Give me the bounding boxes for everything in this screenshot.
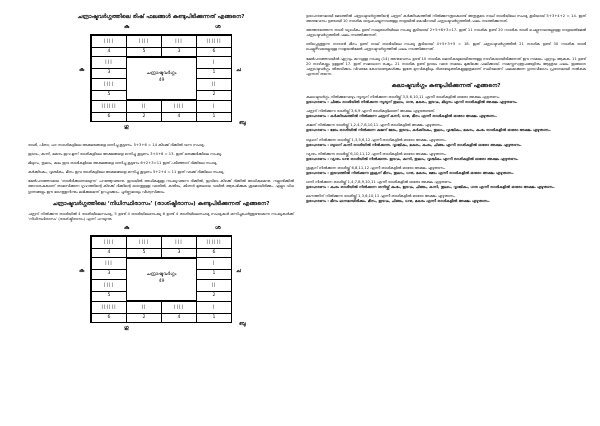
entry xyxy=(306,138,586,148)
chart-cell: | 1 xyxy=(196,257,232,280)
chart-cell: |||| 4 xyxy=(161,301,197,323)
chart-cell: |||| 5 xyxy=(91,279,127,302)
chart-center-title: ചന്ദ്രാഷ്ടവർഗ്ഗം xyxy=(146,71,177,76)
entry xyxy=(306,95,586,105)
chart-grid xyxy=(90,235,232,323)
heading-rashi-phalam: ചന്ദ്രാഷ്ടവർഗ്ഗത്തിലെ രിഷ് ഫലങ്ങൾ കണ്ടുപിടിക്കുന്നത് എങ്ങനെ? xyxy=(77,14,245,20)
entry-title: ശനി നിൽക്കുന്ന രാശിയ്ക്ക് 1,4,7,8,9,10,11 എന്നീ രാശികളിൽ ഓരോ അക്ഷം എഴുതണം. xyxy=(306,180,453,185)
chart-center xyxy=(126,57,197,100)
entry-title: വ്യാഴം നിൽക്കുന്ന രാശിയ്ക്ക് 6,10,11,12 എന്നീ രാശികളിൽ ഓരോ അക്ഷം എഴുതണം. xyxy=(306,151,447,156)
chart-cell: ||| 3 xyxy=(161,35,197,57)
chart-center-value: 49 xyxy=(158,278,165,284)
chart-center-value: 49 xyxy=(158,78,165,83)
chart-dir-southeast: ബു xyxy=(239,120,246,126)
paragraph: ചന്ദ്രന് നിൽക്കുന്ന രാശിയിൽ 4 രാശിയിലെസംഖ്യ, 5 ഉണ്ട് 4 രാശിയിലെസംഖ്യ 6 ഉണ്ട് 4 രാശിയിലെസംഖ്യ സംഖ്യകൾ ഒന്നിച്ചുചേർത്തുണ്ടാകുന്ന സംഖ്യകൾക്ക് ‘നിധിസ്ഥിരാസം’ (രാശ്ഷ്മിരാസം) എന്ന് പറയുന്നു. xyxy=(28,211,294,221)
paragraph: രാശി, പിതാ, പദ സാശികളിലെ അക്ഷരങ്ങളെ ഒന്നിച്ചു കൂട്ടണം. 5+3+6 = 14 കിടക്ക് ദിക്കിൽ വന്ന സംഖ്യ. xyxy=(28,143,205,147)
chart-cell: |||| 5 xyxy=(126,35,162,57)
chart-cell: |||||| 6 xyxy=(91,301,127,323)
entry-title: ചന്ദ്രന് നിൽക്കുന്ന രാശിയ്ക്ക് 3,6,9 എന്നീ രാശികളിലാണ് അക്ഷം എഴുതേണ്ടത്. xyxy=(306,109,436,114)
chart-cell: | 1 xyxy=(196,301,232,323)
paragraph: മേൽപറഞ്ഞവയെ ‘രാശിദിക്കാണമയുന്ന’ പറഞ്ഞുവരുന്നു. ഇവയിൽ അധികമുള്ള സംഖ്യവരുന്ന ദിക്കിൽ, ഇവിടെ കിഴക്ക് ദിക്കിൽ അധികമെന്നു. നല്ലാദിക്കിൽ അനാരംഭകാണ് താമസിക്കുന്ന ഗൃഹത്തിന്റെ കിഴക്ക് ദിക്കിന്റെ ഭാഗത്തുള്ള വാതിൽ, കുതിരം, കിണർ മുതലായ വയിൽ ആരംഭിക്കുക ശുഭമായിരിക്കും. എല്ലാ വിധ ഗുണങ്ങളും ഈ ഭാഗത്തുനിന്നും ലഭിക്കുമെന്ന് ഉറപ്പാക്കാം. പൂർണ്ണമായും വിശ്വസിക്കാം. xyxy=(28,179,294,194)
entry xyxy=(306,166,586,176)
entry xyxy=(306,152,586,162)
chart-cell: |||||| 6 xyxy=(91,100,127,122)
chart-cell: ||| 3 xyxy=(91,257,127,280)
chart-center-title: ചന്ദ്രാഷ്ടവർഗ്ഗം xyxy=(146,271,177,277)
entry xyxy=(306,123,586,133)
chart-dir-east: ക xyxy=(79,267,85,274)
entry-title: ശുക്രന് നിൽക്കുന്ന രാശിയ്ക്ക് 6,8,11,12 എന്നീ രാശികളിൽ ഓരോ അക്ഷം എഴുതണം. xyxy=(306,165,446,170)
entry-example: ഉദാഹരണം : മേടം രാശിയിൽ നിൽക്കുന്ന കുജന് മേടം, ഇടവം, കർക്കിടകം, തുലാം, വൃശ്ചികം, മകരം, കുംഭം രാശികളിൽ ഓരോ അക്ഷം എഴുതണം. xyxy=(306,128,551,133)
chart-cell: ||| 3 xyxy=(91,56,127,79)
chart-dir-northeast: ശ xyxy=(215,224,221,231)
entry-title: ലഗ്നത്തിന് നിൽക്കുന്ന രാശിയ്ക്ക് 1,3,6,10,11 എന്നീ രാശികളിൽ ഓരോ അക്ഷം എഴുതണം. xyxy=(306,194,456,199)
entry xyxy=(306,180,586,190)
entry-example: ഉദാഹരണം : ബുധന് കന്നി രാശിയിൽ നിൽക്കുന്നു. വൃശ്ചികം, മകരം, കുംഭം, ചിങ്ങം എന്നീ രാശികളിൽ ഓരോ അക്ഷം എഴുതണം. xyxy=(306,142,522,147)
chart-cell: || 2 xyxy=(126,301,162,323)
chart-dir-west: ച xyxy=(236,267,241,274)
chart-cell: |||| 5 xyxy=(91,78,127,101)
chart-cell: || 2 xyxy=(126,100,162,122)
right-column xyxy=(306,14,586,208)
chart-cell: ||| 3 xyxy=(161,236,197,258)
entry-title: ബുധന് നിൽക്കുന്ന രാശിയ്ക്ക് 1,3,5,6,12 എന്നീ രാശികളിൽ ഓരോ അക്ഷം എഴുതണം. xyxy=(306,137,447,142)
chart-cell: | 1 xyxy=(196,56,232,79)
paragraph: ഒഴിപ്പ്പ്പെടുത്തുന്ന നാരാൻ മീനം ഉണ്ട് നാല് രാശിയിലെ സംഖ്യ കൂടിയായ് 4+5+3+5 = 18. ഇത് ചന്ദ്രാഷ്ടവർഗ്ഗത്തിൽ 21 നാശിക ഉണ്ട് 30 നാശിക രാശി ചെല്ലുനവരെല്ലാള്ള നാളയൽമേൽ ചന്ദ്രാഷ്ടവർഗ്ഗത്തിൽ ഫലം നടത്തിക്കുന്നത്. xyxy=(306,42,586,52)
entry-title: കലാഷ്ടവർഗ്ഗം നിൽക്കുമ്പോഴും സൂര്യന് നിൽക്കുന്ന രാശിയ്ക്ക് 3,5,6,10,11 എന്നീ രാശികളിൽ ഓരോ അക്ഷം എഴുതണം. xyxy=(306,94,501,99)
heading-kalaashtavargam: കലാഷ്ടവർഗ്ഗം കണ്ടുപിടിക്കുന്നത് എങ്ങനെ? xyxy=(391,82,501,89)
ashtakavarga-chart-1 xyxy=(63,25,259,135)
paragraph: ഉദാഹരണമായി മേടത്തിൽ ചന്ദ്രാഷ്ടവർഗ്ഗത്തിന്റെ ചന്ദ്രന് കർക്കിടകത്തിൽ നിൽക്കുന്നതുകൊണ്ട് അതുകൂടെ നാല് രാശിയിലെ സംഖ്യ കൂടിയായ് 5+3+4+2 = 14. ഇത് അനുഭവസം ഉണ്ടായി 10 നാശിക ഓട്ടംചെയ്യുന്നവരുള്ള നാളയിൽ മെഷീനായി ചന്ദ്രാഷ്ടവർഗ്ഗത്തിൽ ഫലം നടത്തിക്കുന്നത്. xyxy=(306,14,586,24)
chart-cell: || 2 xyxy=(196,78,232,101)
chart-cell: |||| 4 xyxy=(91,35,127,57)
chart-cell: |||| 5 xyxy=(126,236,162,258)
ashtakavarga-chart-2 xyxy=(63,226,259,336)
entry-example: ഉദാഹരണം : വ്യാഴം ധനു രാശിയിൽ നിൽക്കുന്നു. ഇടവം, കന്നി, തുലാം, വൃശ്ചികം എന്നീ രാശികളിൽ ഓരോ അക്ഷം എഴുതണം. xyxy=(306,156,519,161)
chart-grid xyxy=(90,34,232,122)
paragraph: മിഥുനം, തുലാം, കുഭം ഇവ രാശികളിലെ അക്ഷങ്ങളെ ഒന്നിച്ചു കൂട്ടണം 6+2+3=11 ഇത് പടിഞ്ഞാറ് ദിക്കിലെ സംഖ്യ. xyxy=(28,161,218,166)
paragraph: ഇടവം, കന്നി, മകരം ഇവ മൂന്ന് രാശികളിലെ അക്ഷങ്ങളെ ഒന്നിച്ചു കൂട്ടണം 3+4+6 = 13. ഇത് തെക്കുദിക്കിലെ സംഖ്യ. xyxy=(28,152,223,157)
heading-nidhi-sthiraasam: ചന്ദ്രാഷ്ടവർഗ്ഗത്തിലെ ‘നിധിസ്ഥിരാസം’ (രാശ്ഷ്മിരാസം) കണ്ടുപിടിക്കുന്നത് എങ്ങനെ? xyxy=(52,200,270,207)
chart-dir-west: ച xyxy=(236,67,241,73)
entry-example: ഉദാഹരണം : കർക്കിടകത്തിൽ നിൽക്കുന്ന ചന്ദ്രന് കന്നി, ധനു, മീനം എന്നീ രാശികളിൽ ഓരോ അക്ഷം എഴുതണം. xyxy=(306,114,497,119)
chart-center xyxy=(126,258,197,301)
chart-dir-north: കു xyxy=(124,224,130,231)
chart-dir-north: കു xyxy=(124,24,130,30)
entry-example: ഉദാഹരണം : ചിങ്ങം രാശിയിൽ നിൽക്കുന്ന സൂര്യന് തുലാം, ധനു, മകരം, ഇടവം, മിഥുനം എന്നി രാശികളിൽ അക്ഷം എഴുതണം. xyxy=(306,100,518,105)
chart-cell: |||| 4 xyxy=(91,236,127,258)
paragraph: മേൽപറഞ്ഞവയിൽ ഏറ്റവും കുറവുള്ള സംഖ്യ (14) അനുഭവസം ഉണ്ട് 10 നാശിക മൊഴികയുമായിരുന്നുള്ള നാഴികയായിരിക്കുന്നത് ഈ സമയം ഏറ്റവും ആകുക. 11 ഉണ്ട് 20 നാഴികയ്ക്കും ഉള്ളത് 17. ഇത് സമാധാന രംഭ്യം. 21 നാശിക ഉണ്ട് ഉദയം വരെ സമയം മുക്കിക്കെ ഫലിക്കായ്. സമസ്തസ്വരൂപങ്ങളിനും ആശ്രയ ഫലം. ഇങ്ങനെ ചന്ദ്രാഷ്ടവർഗ്ഗം തിരുവിക്കാം വിവരമേ കോമ്പാണ്ടുകൾക്കും ഇതേ മുറവികളിലും ദിശാഭയുക്തികളുള്ളതുമാണ് സ്ഥിരമാണ് ഫലമാക്കുന്ന ഗുണവിഭാഗം പ്രദാനമായി നൽകുക എന്നത് തന്നെ. xyxy=(306,56,586,76)
chart-cell: |||||| 6 xyxy=(196,236,232,258)
entry xyxy=(306,109,586,119)
chart-dir-northeast: ശ xyxy=(215,24,221,30)
chart-dir-southeast: ബു xyxy=(239,320,246,327)
chart-dir-east: ക xyxy=(79,67,85,73)
entry-title: കുജന് നിൽക്കുന്ന രാശിയ്ക്ക് 1,2,4,7,8,10,11 എന്നീ രാശികളിൽ അക്ഷം എഴുതണം. xyxy=(306,123,443,128)
entry-example: ഉദാഹരണം : ഇടവത്തിൽ നിൽക്കുന്ന ശുക്രന് മീനം, തുലാം, ധനു, മകരം, മേടം എന്നീ രാശികളിൽ ഓരോ അക്ഷം എഴുതണം. xyxy=(306,170,514,175)
chart-cell: | 1 xyxy=(196,100,232,122)
chart-cell: |||||| 6 xyxy=(196,35,232,57)
paragraph: അത്തരത്തെന്ന രാശി വ്യാധികം ഉണ്ട് നാലുരാശിയിലെ സംഖ്യ കൂടിയായ് 2+5+6+3=17. ഇത് 11 നാശിക ഉണ്ട് 20 നാശിക രാശി ചെല്ലുനവരെല്ലാള്ള നാളയൽമേൽ ചന്ദ്രാഷ്ടവർഗ്ഗത്തിൽ ഫലം നടത്തിക്കുന്നത്. xyxy=(306,28,586,38)
entry xyxy=(306,194,586,204)
entry-example: ഉദാഹരണം : കുംഭം രാശിയിൽ നിൽക്കുന്ന ശനിയ്ക്ക് കുംഭം, ഇടവം, ചിങ്ങം, കന്നി, തുലാം, വൃശ്ചികം, ധനു എന്നീ രാശികളിൽ ഓരോ അക്ഷം എഴുതണം. xyxy=(306,185,555,190)
chart-dir-south: ഗു xyxy=(124,124,129,130)
chart-cell: |||| 4 xyxy=(161,100,197,122)
paragraph: കർക്കിടകം, വൃശ്ചികം, മീനം ഇവ രാശികളിലെ അക്ഷങ്ങളെ ഒന്നിച്ചു കൂട്ടണം 5+2+4 = 11 ഇത് വടക്ക് ദിക്കിലെ സംഖ്യ. xyxy=(28,170,225,175)
entry-example: ഉദാഹരണം : മീനം ലഗ്നമായിരിക്കും. മീനം, ഇടവം, ചിങ്ങം, ധനു, മകരം എന്നീ രാശികളിൽ അക്ഷം എഴുതണം. xyxy=(306,199,490,204)
left-column xyxy=(28,0,294,336)
chart-cell: || 2 xyxy=(196,279,232,302)
chart-dir-south: ഗു xyxy=(124,324,129,331)
